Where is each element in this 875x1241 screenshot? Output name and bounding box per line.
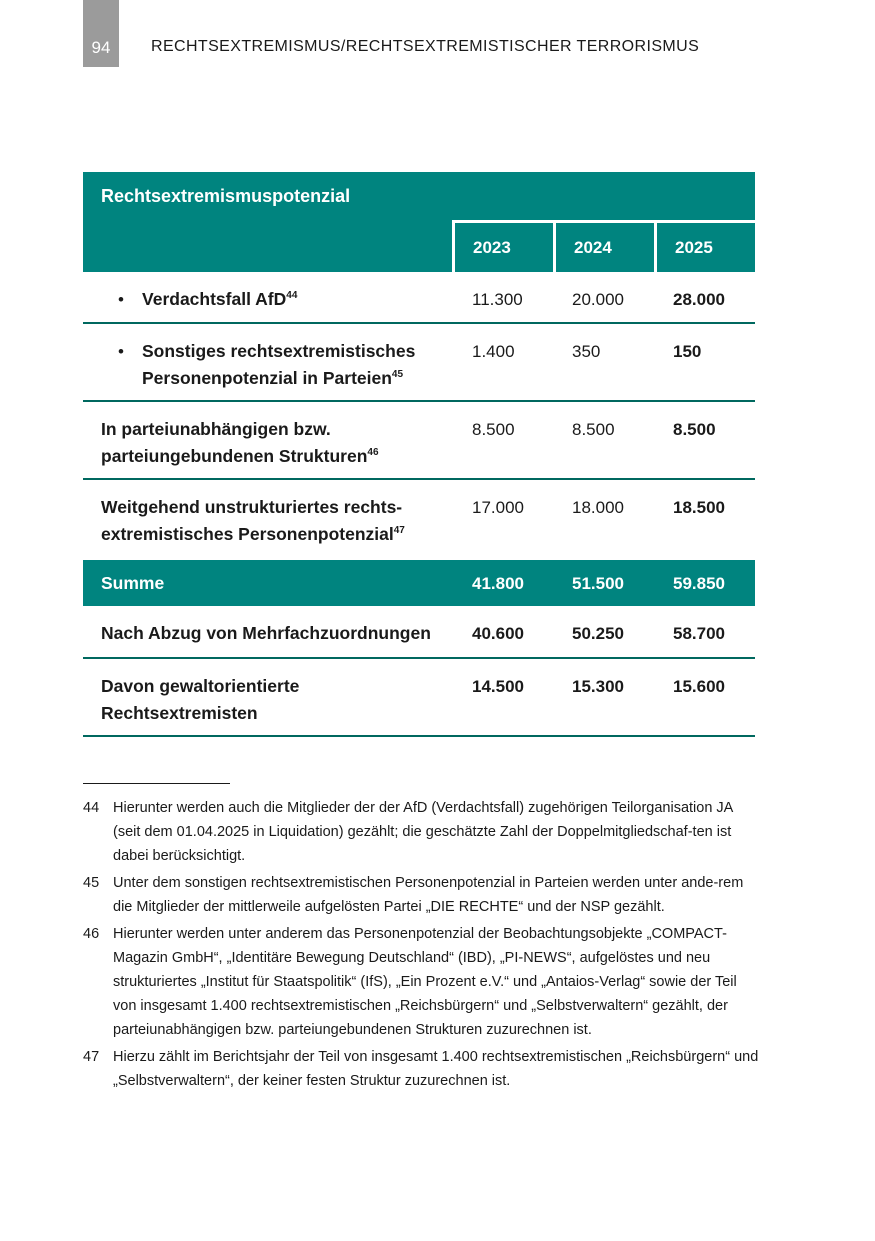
footnote <box>83 1045 763 1093</box>
footnote-text: Unter dem sonstigen rechtsextremistischen Personenpotenzial in Parteien werden unter ande-rem die Mitglieder der mittlerweile aufgelösten Partei „DIE RECHTE“ und der NSP gezählt. <box>113 875 744 915</box>
footnote <box>83 796 763 868</box>
value-2025: 15.600 <box>673 677 725 696</box>
footnote-rule <box>83 783 230 784</box>
footnote-text: Hierunter werden unter anderem das Personenpotenzial der Beobachtungsobjekte „COMPACT-Magazin GmbH“, „Identitäre Bewegung Deutschland“ (IBD), „PI-NEWS“, aufgelöstes und neu strukturiertes „Institut für Staatspolitik“ (IfS), „Ein Prozent e.V.“ und „Antaios-Verlag“ sowie der Teil von insgesamt 1.400 rechtsextremistischen „Reichsbürgern“ und „Selbstverwaltern“ gezählt, der parteiunabhängigen bzw. parteiungebundenen Strukturen zuzurechnen ist. <box>113 926 737 1038</box>
footnote <box>83 871 763 919</box>
value-2025: 18.500 <box>673 498 725 517</box>
value-2023: 40.600 <box>472 624 524 643</box>
row-label: Sonstiges rechtsextremistisches Personenpotenzial in Parteien$^{45}$ <box>142 341 416 388</box>
page-number-box <box>83 0 119 67</box>
footnote <box>83 922 763 1042</box>
value-2023: 1.400 <box>472 342 515 361</box>
year-header-2025: 2025 <box>654 223 755 272</box>
value-2023: 11.300 <box>472 290 523 309</box>
table-row <box>83 606 755 659</box>
value-2025: 150 <box>673 342 702 361</box>
value-2024: 18.000 <box>572 498 624 517</box>
table-title: Rechtsextremismuspotenzial <box>83 172 755 220</box>
value-2023: 8.500 <box>472 420 515 439</box>
value-2024: 15.300 <box>572 677 624 696</box>
footnote-ref: 47 <box>393 525 405 537</box>
page-number: 94 <box>91 38 111 57</box>
footnotes <box>83 796 763 1096</box>
value-2024: 51.500 <box>572 574 624 593</box>
potential-table <box>83 172 755 737</box>
value-2025: 59.850 <box>673 574 725 593</box>
value-2023: 14.500 <box>472 677 524 696</box>
value-2025: 28.000 <box>673 290 725 309</box>
value-2025: 58.700 <box>673 624 725 643</box>
table-row <box>83 480 755 560</box>
footnote-number: 44 <box>83 800 100 816</box>
footnote-text: Hierzu zählt im Berichtsjahr der Teil von insgesamt 1.400 rechtsextremistischen „Reichsbürgern“ und „Selbstverwaltern“, der keiner festen Struktur zuzurechnen ist. <box>113 1049 759 1089</box>
year-header-2024: 2024 <box>553 223 654 272</box>
table-row <box>83 272 755 324</box>
row-label: Nach Abzug von Mehrfachzuordnungen <box>101 623 431 643</box>
table-row <box>83 324 755 402</box>
year-header-2023: 2023 <box>452 223 553 272</box>
value-2024: 350 <box>572 342 601 361</box>
footnote-number: 46 <box>83 926 100 942</box>
row-label: Summe <box>101 573 165 593</box>
table-row <box>83 659 755 737</box>
row-label: Verdachtsfall AfD$^{44}$ <box>142 289 298 309</box>
sum-row <box>83 560 755 606</box>
row-label: Davon gewaltorientierte Rechtsextremisten <box>101 676 300 723</box>
value-2023: 17.000 <box>472 498 524 517</box>
footnote-ref: 46 <box>367 447 379 459</box>
row-label: Weitgehend unstrukturiertes rechts-extremistisches Personenpotenzial$^{47}$ <box>101 497 405 544</box>
value-2024: 50.250 <box>572 624 624 643</box>
footnote-number: 47 <box>83 1049 100 1065</box>
value-2024: 20.000 <box>572 290 624 309</box>
bullet: • <box>118 342 124 361</box>
table-year-header <box>83 220 755 272</box>
value-2025: 8.500 <box>673 420 716 439</box>
value-2024: 8.500 <box>572 420 615 439</box>
table-row <box>83 402 755 480</box>
running-title: RECHTSEXTREMISMUS/RECHTSEXTREMISTISCHER TERRORISMUS <box>151 38 700 55</box>
footnote-ref: 44 <box>286 290 298 302</box>
footnote-ref: 45 <box>391 369 404 381</box>
bullet: • <box>118 290 124 309</box>
footnote-text: Hierunter werden auch die Mitglieder der der AfD (Verdachtsfall) zugehörigen Teilorganisation JA (seit dem 01.04.2025 in Liquidation) gezählt; die geschätzte Zahl der Doppelmitgliedschaf-ten ist dabei berücksichtigt. <box>113 800 733 864</box>
row-label: In parteiunabhängigen bzw. parteiungebundenen Strukturen$^{46}$ <box>101 419 379 466</box>
footnote-number: 45 <box>83 875 100 891</box>
value-2023: 41.800 <box>472 574 524 593</box>
